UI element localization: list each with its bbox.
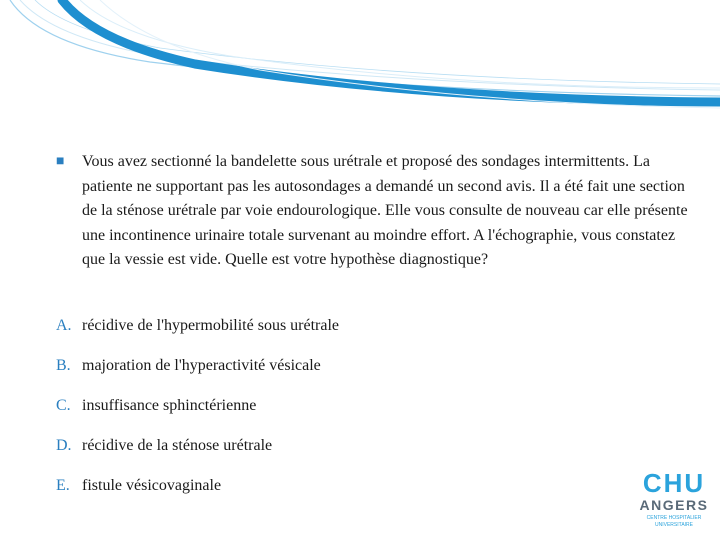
option-text: insuffisance sphinctérienne bbox=[82, 397, 257, 414]
header-swoosh-decoration bbox=[0, 0, 720, 120]
option-c[interactable] bbox=[56, 394, 616, 434]
answer-options bbox=[56, 314, 616, 514]
option-text: récidive de l'hypermobilité sous urétrale bbox=[82, 317, 340, 334]
option-text: fistule vésicovaginale bbox=[82, 477, 222, 494]
question-block bbox=[56, 150, 696, 273]
logo-subtitle-2: UNIVERSITAIRE bbox=[655, 522, 693, 528]
option-b[interactable] bbox=[56, 354, 616, 394]
option-letter: D. bbox=[56, 437, 72, 454]
option-e[interactable] bbox=[56, 474, 616, 514]
option-letter: C. bbox=[56, 397, 71, 414]
question-text: Vous avez sectionné la bandelette sous urétrale et proposé des sondages intermittents. La patiente ne supportant pas les autosondages a demandé un second avis. Il a été fait une section de la sténose urétrale par voie endourologique. Elle vous consulte de nouveau car elle présente une incontinence urinaire totale survenant au moindre effort. A l'échographie, vous constatez que la vessie est vide. Quelle est votre hypothèse diagnostique? bbox=[82, 153, 688, 268]
logo-subtitle-1: CENTRE HOSPITALIER bbox=[646, 515, 702, 521]
option-d[interactable] bbox=[56, 434, 616, 474]
option-letter: B. bbox=[56, 357, 71, 374]
option-text: majoration de l'hyperactivité vésicale bbox=[82, 357, 321, 374]
option-text: récidive de la sténose urétrale bbox=[82, 437, 273, 454]
logo-chu-text: CHU bbox=[642, 468, 706, 498]
option-letter: A. bbox=[56, 317, 72, 334]
bullet-square-icon: ■ bbox=[56, 154, 65, 169]
chu-angers-logo bbox=[638, 466, 710, 530]
option-a[interactable] bbox=[56, 314, 616, 354]
logo-angers-text: ANGERS bbox=[639, 497, 709, 513]
option-letter: E. bbox=[56, 477, 70, 494]
